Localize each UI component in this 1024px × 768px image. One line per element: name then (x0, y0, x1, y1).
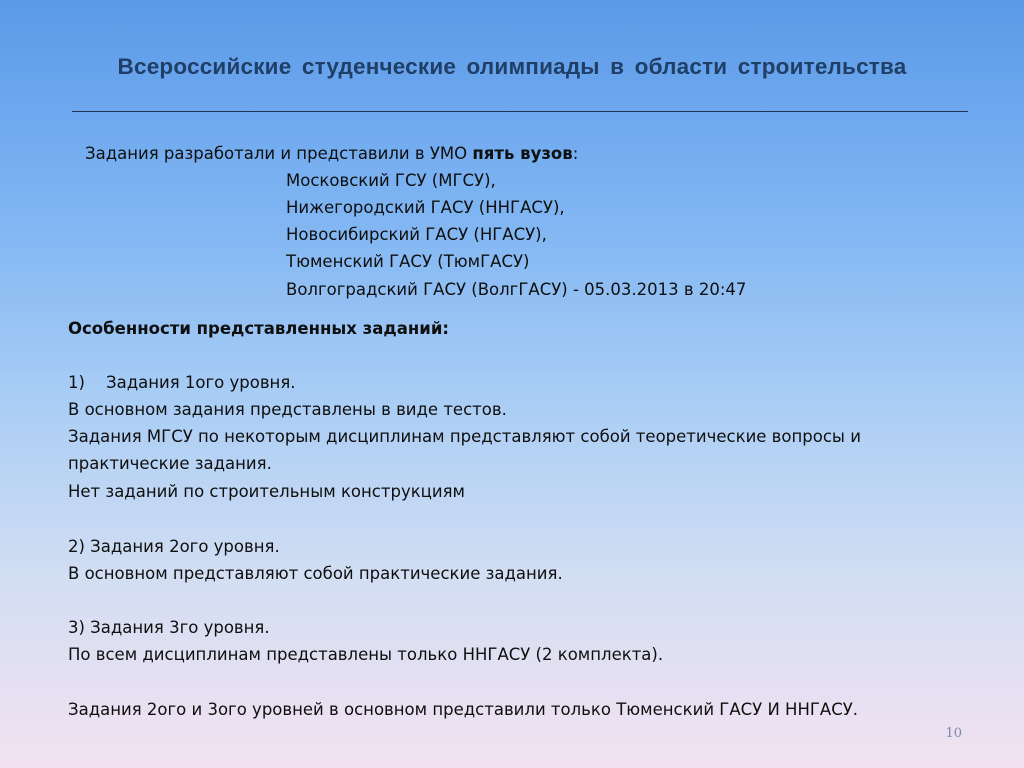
level1-line: Задания МГСУ по некоторым дисциплинам представляют собой теоретические вопросы и (68, 427, 861, 446)
slide-title: Всероссийские студенческие олимпиады в области строительства (117, 54, 907, 79)
conclusion-text: Задания 2ого и 3ого уровней в основном представили только Тюменский ГАСУ И ННГАСУ. (68, 700, 859, 719)
page-number: 10 (945, 726, 962, 741)
level3-line: По всем дисциплинам представлены только ННГАСУ (2 комплекта). (68, 645, 664, 664)
university-item: Московский ГСУ (МГСУ), (286, 171, 496, 190)
title-divider (72, 111, 968, 112)
level1-line: практические задания. (68, 454, 272, 473)
intro-suffix: : (572, 144, 579, 163)
university-item: Нижегородский ГАСУ (ННГАСУ), (286, 198, 565, 217)
university-item: Волгоградский ГАСУ (ВолгГАСУ) - 05.03.2013 в 20:47 (286, 280, 747, 299)
university-item: Новосибирский ГАСУ (НГАСУ), (286, 225, 547, 244)
level1-line: В основном задания представлены в виде тестов. (68, 400, 507, 419)
intro-prefix: Задания разработали и представили в УМО (85, 144, 473, 163)
level1-number: 1) (68, 373, 85, 392)
intro-line (85, 140, 578, 167)
level3-title: 3) Задания 3го уровня. (68, 618, 270, 637)
level1-line: Нет заданий по строительным конструкциям (68, 482, 466, 501)
level2-line: В основном представляют собой практические задания. (68, 564, 563, 583)
university-item: Тюменский ГАСУ (ТюмГАСУ) (286, 252, 530, 271)
level2-title: 2) Задания 2ого уровня. (68, 537, 280, 556)
features-heading: Особенности представленных заданий: (68, 319, 449, 338)
level1-title: Задания 1ого уровня. (106, 373, 296, 392)
intro-emphasis: пять вузов (472, 144, 573, 163)
